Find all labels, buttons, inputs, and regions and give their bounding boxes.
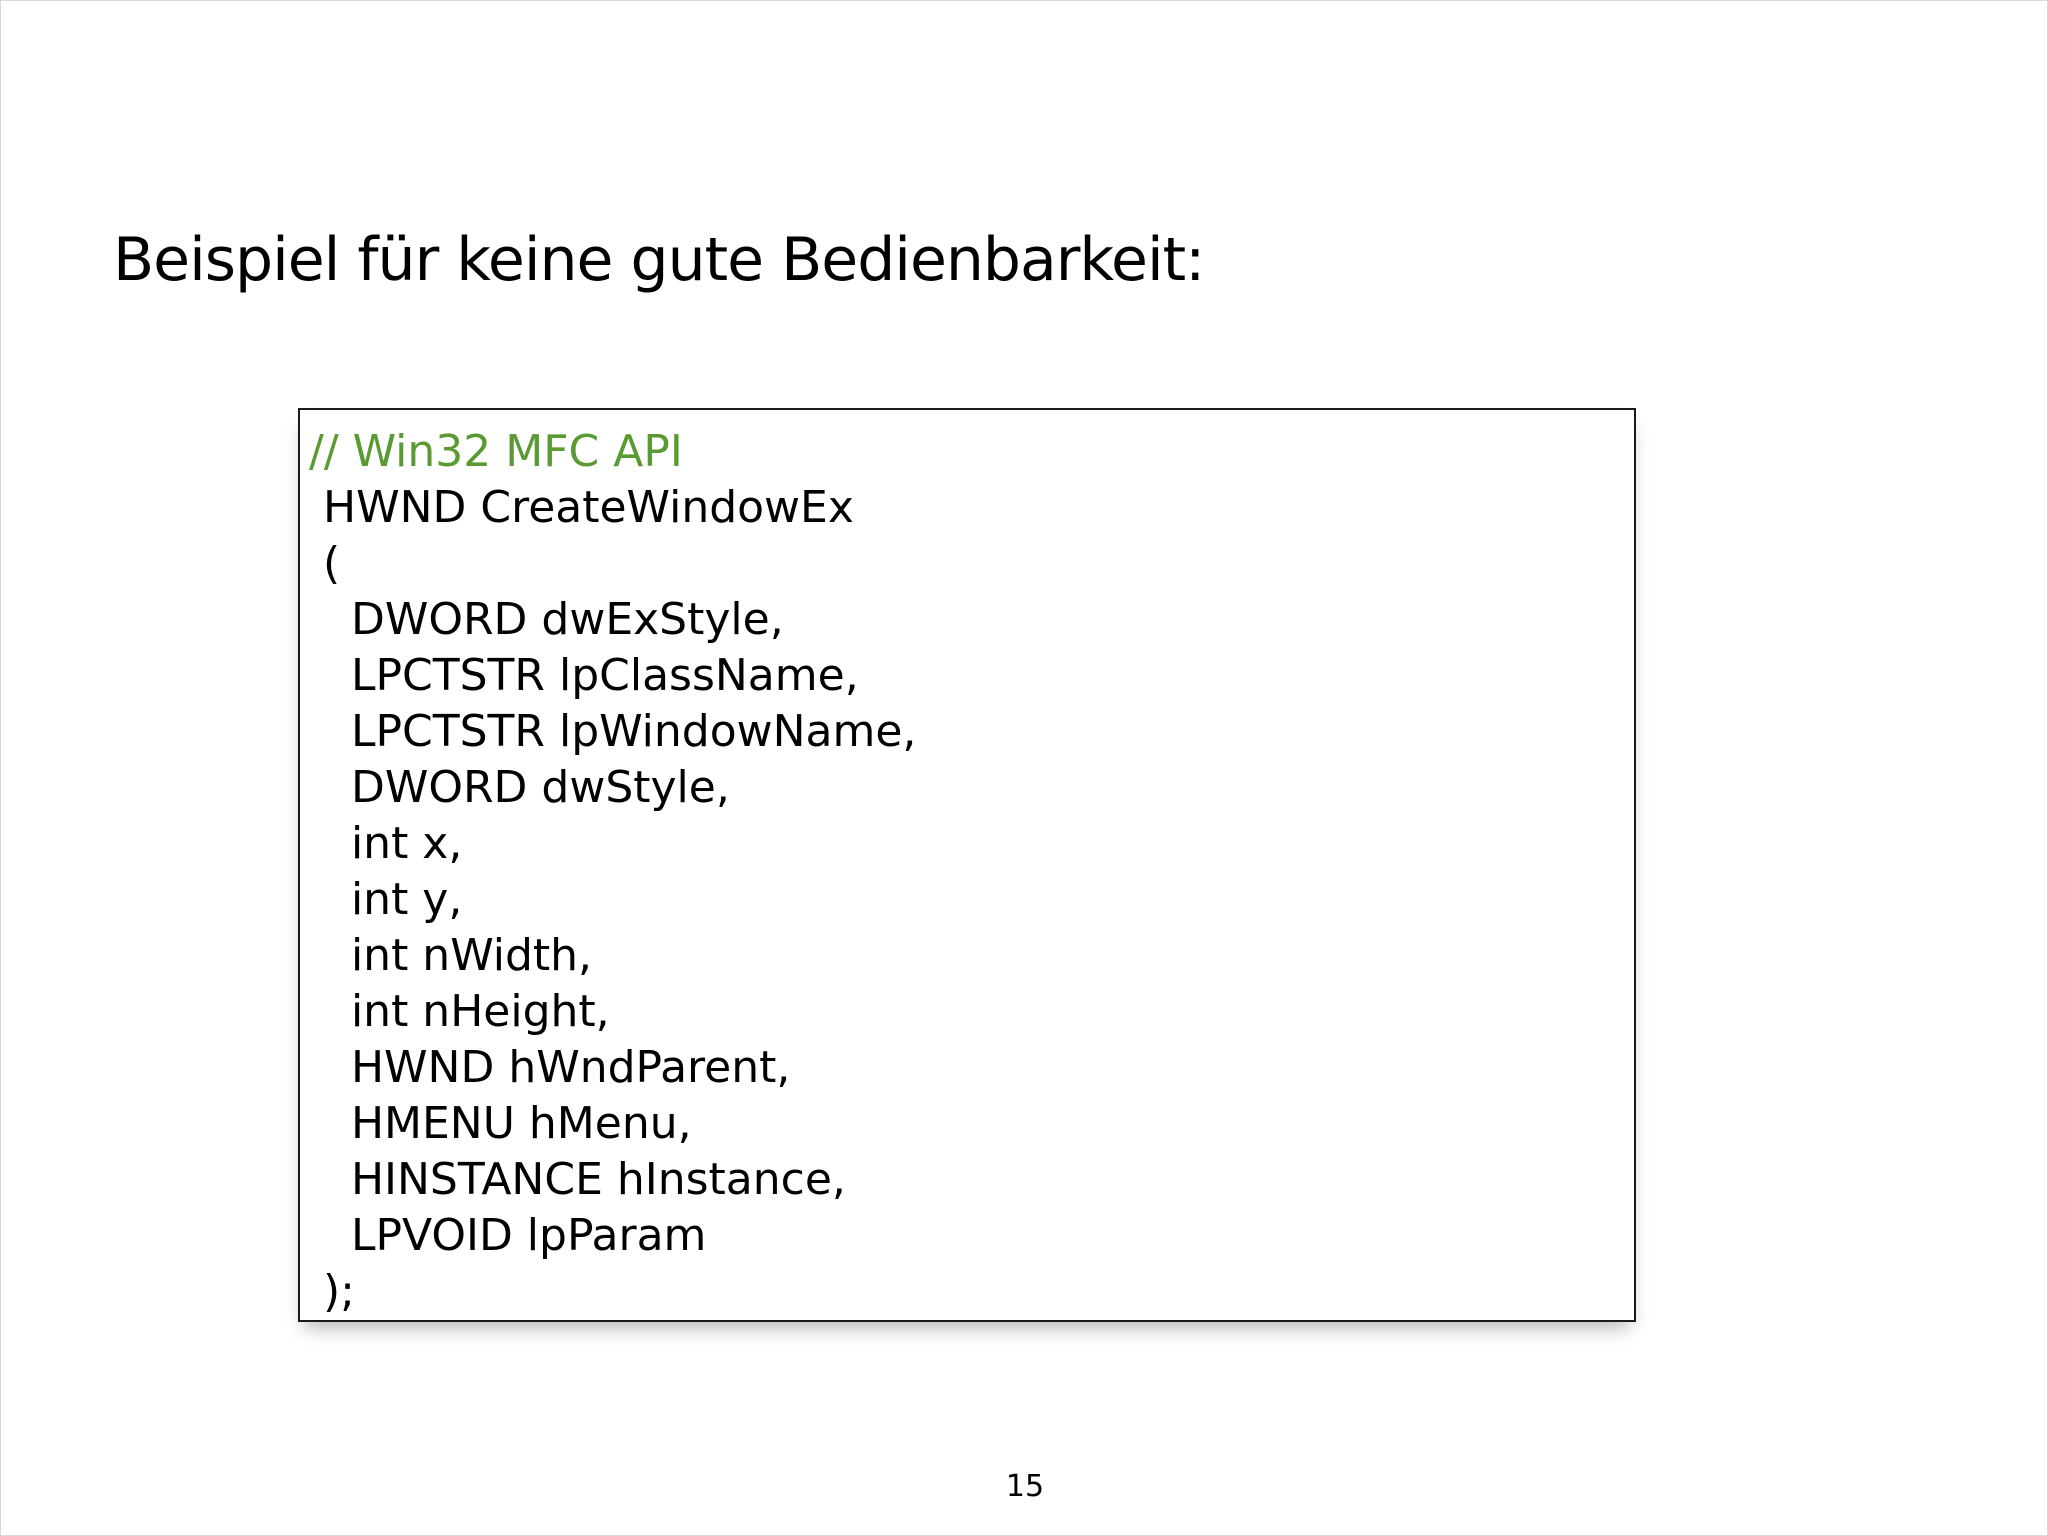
code-comment-line: // Win32 MFC API (309, 426, 683, 477)
code-line: DWORD dwStyle, (309, 762, 730, 813)
code-line: HWND hWndParent, (309, 1042, 791, 1093)
code-lines (309, 424, 916, 1320)
code-line: HINSTANCE hInstance, (309, 1154, 846, 1205)
code-line: HMENU hMenu, (309, 1098, 692, 1149)
slide-title: Beispiel für keine gute Bedienbarkeit: (113, 225, 1205, 295)
code-line: int y, (309, 874, 463, 925)
code-line: ( (309, 538, 341, 589)
code-line: int nHeight, (309, 986, 610, 1037)
code-line: int nWidth, (309, 930, 593, 981)
page-number: 15 (1005, 1469, 1045, 1504)
code-line: LPCTSTR lpClassName, (309, 650, 859, 701)
code-line: LPCTSTR lpWindowName, (309, 706, 917, 757)
code-line: HWND CreateWindowEx (309, 482, 854, 533)
code-line: int x, (309, 818, 463, 869)
code-box (298, 408, 1636, 1322)
code-line: DWORD dwExStyle, (309, 594, 784, 645)
code-line: ); (309, 1266, 355, 1317)
code-line: LPVOID lpParam (309, 1210, 707, 1261)
